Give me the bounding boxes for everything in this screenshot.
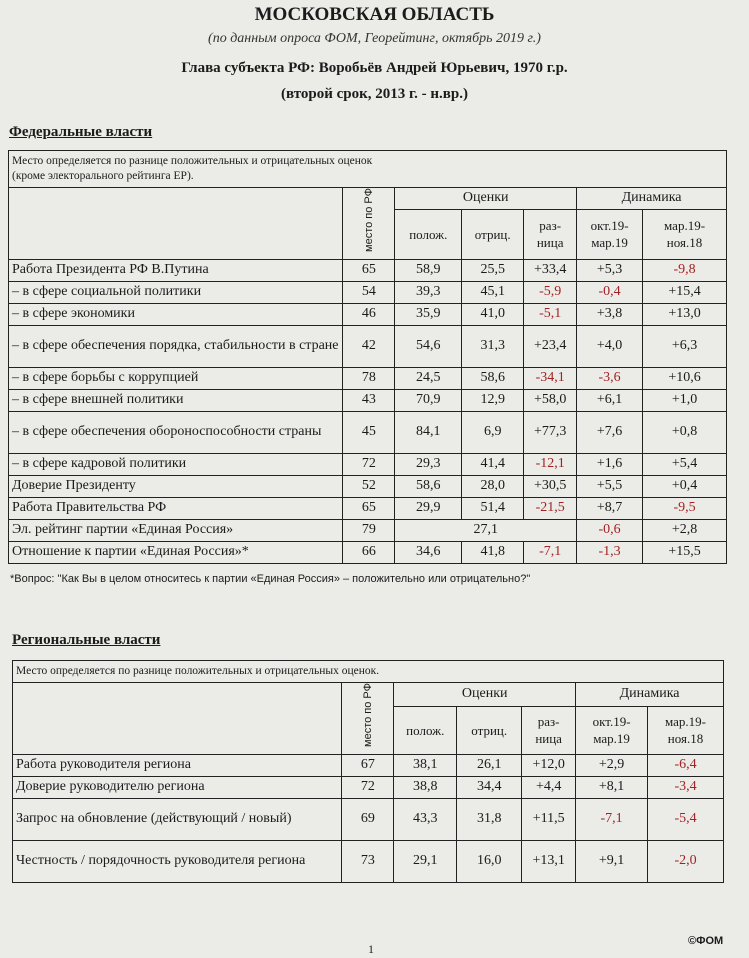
row-label: – в сфере социальной политики (9, 281, 343, 303)
row-label: Работа Президента РФ В.Путина (9, 259, 343, 281)
neg-value: 25,5 (462, 259, 524, 281)
dyn1-header (577, 209, 643, 259)
dyn2-value: -9,8 (643, 259, 727, 281)
neg-value: 34,4 (457, 776, 522, 798)
diff-value: +4,4 (522, 776, 576, 798)
diff-value: +23,4 (524, 325, 577, 367)
diff-value: -21,5 (524, 497, 577, 519)
dyn1-value: +3,8 (577, 303, 643, 325)
row-label: – в сфере обеспечения порядка, стабильности в стране (9, 325, 343, 367)
row-label: – в сфере обеспечения обороноспособности страны (9, 411, 343, 453)
table-note (13, 661, 724, 683)
header-blank (13, 683, 342, 755)
pos-value: 29,1 (394, 840, 457, 882)
diff-header (522, 706, 576, 754)
dyn2-value: +0,8 (643, 411, 727, 453)
rank-value: 54 (343, 281, 395, 303)
dyn1-value: +2,9 (576, 754, 648, 776)
ratings-header: Оценки (394, 683, 576, 707)
table-row (9, 411, 727, 453)
dyn2-value: +15,4 (643, 281, 727, 303)
dyn1-value: +8,1 (576, 776, 648, 798)
footnote: *Вопрос: "Как Вы в целом относитесь к партии «Единая Россия» – положительно или отрицательно?" (10, 573, 531, 585)
regional-section-title: Региональные власти (12, 632, 161, 648)
dyn1-header-line: окт.19- (592, 714, 631, 730)
dynamics-header: Динамика (576, 683, 724, 707)
note-line: Место определяется по разнице положительных и отрицательных оценок. (16, 665, 380, 677)
diff-header-line: ница (536, 235, 564, 251)
note-line: Место определяется по разнице положительных и отрицательных оценок (12, 155, 373, 167)
diff-header-line: раз- (539, 218, 562, 234)
rank-value: 67 (342, 754, 394, 776)
row-label: Работа Правительства РФ (9, 497, 343, 519)
fom-logo: ©ФОМ (688, 935, 724, 947)
dyn2-value: +15,5 (643, 541, 727, 563)
rank-header (343, 188, 395, 260)
source-subtitle: (по данным опроса ФОМ, Георейтинг, октябрь 2019 г.) (208, 31, 541, 46)
neg-value: 6,9 (462, 411, 524, 453)
neg-header: отриц. (457, 706, 522, 754)
pos-value: 39,3 (395, 281, 462, 303)
row-label: – в сфере экономики (9, 303, 343, 325)
dyn2-header-line: ноя.18 (667, 731, 704, 747)
neg-value: 58,6 (462, 367, 524, 389)
table-row (13, 840, 724, 882)
table-row (13, 776, 724, 798)
dyn2-value: -2,0 (648, 840, 724, 882)
note-line: (кроме электорального рейтинга ЕР). (12, 170, 194, 182)
rank-value: 66 (343, 541, 395, 563)
dyn1-value: +6,1 (577, 389, 643, 411)
rating-value: 27,1 (395, 519, 577, 541)
neg-value: 12,9 (462, 389, 524, 411)
pos-value: 29,9 (395, 497, 462, 519)
dyn1-value: -0,4 (577, 281, 643, 303)
diff-header-line: ница (535, 731, 562, 747)
pos-value: 58,9 (395, 259, 462, 281)
table-note (9, 151, 727, 188)
table-row (9, 497, 727, 519)
diff-value: -5,9 (524, 281, 577, 303)
rank-value: 65 (343, 259, 395, 281)
table-row (9, 475, 727, 497)
dyn1-value: +1,6 (577, 453, 643, 475)
rank-value: 46 (343, 303, 395, 325)
dyn2-header (648, 706, 724, 754)
rank-header-label: место по РФ (362, 188, 375, 252)
rank-value: 69 (342, 798, 394, 840)
table-row (9, 303, 727, 325)
dyn1-value: -1,3 (577, 541, 643, 563)
dyn2-header (643, 209, 727, 259)
dyn1-value: +8,7 (577, 497, 643, 519)
pos-value: 29,3 (395, 453, 462, 475)
rank-header-label: место по РФ (361, 683, 374, 747)
row-label: Работа руководителя региона (13, 754, 342, 776)
pos-value: 84,1 (395, 411, 462, 453)
diff-value: +58,0 (524, 389, 577, 411)
dyn2-value: -9,5 (643, 497, 727, 519)
dyn2-header-line: мар.19- (664, 218, 706, 234)
neg-value: 26,1 (457, 754, 522, 776)
pos-header: полож. (394, 706, 457, 754)
diff-value: +13,1 (522, 840, 576, 882)
dyn1-header-line: мар.19 (593, 731, 630, 747)
neg-value: 31,3 (462, 325, 524, 367)
diff-value: -12,1 (524, 453, 577, 475)
dyn2-value: +1,0 (643, 389, 727, 411)
dyn2-value: -3,4 (648, 776, 724, 798)
diff-value: +77,3 (524, 411, 577, 453)
dyn2-value: -5,4 (648, 798, 724, 840)
pos-value: 38,1 (394, 754, 457, 776)
neg-value: 51,4 (462, 497, 524, 519)
dyn1-value: +4,0 (577, 325, 643, 367)
rank-value: 79 (343, 519, 395, 541)
rank-value: 78 (343, 367, 395, 389)
table-row (13, 754, 724, 776)
diff-value: +33,4 (524, 259, 577, 281)
neg-value: 41,4 (462, 453, 524, 475)
diff-value: +12,0 (522, 754, 576, 776)
dyn1-value: -7,1 (576, 798, 648, 840)
neg-header: отриц. (462, 209, 524, 259)
row-label: Честность / порядочность руководителя региона (13, 840, 342, 882)
dyn2-value: +10,6 (643, 367, 727, 389)
dyn1-value: +5,3 (577, 259, 643, 281)
neg-value: 41,0 (462, 303, 524, 325)
pos-value: 58,6 (395, 475, 462, 497)
rank-value: 72 (343, 453, 395, 475)
diff-value: -7,1 (524, 541, 577, 563)
table-row (13, 798, 724, 840)
row-label: – в сфере внешней политики (9, 389, 343, 411)
region-title: МОСКОВСКАЯ ОБЛАСТЬ (254, 4, 495, 25)
table-row (9, 389, 727, 411)
table-row (9, 281, 727, 303)
dyn2-header-line: ноя.18 (666, 235, 703, 251)
diff-value: +11,5 (522, 798, 576, 840)
table-row (9, 325, 727, 367)
row-label: – в сфере кадровой политики (9, 453, 343, 475)
dyn1-header-line: мар.19 (591, 235, 628, 251)
rank-value: 72 (342, 776, 394, 798)
pos-value: 38,8 (394, 776, 457, 798)
rank-header (342, 683, 394, 755)
table-row (9, 453, 727, 475)
dyn1-value: -0,6 (577, 519, 643, 541)
dyn1-header-line: окт.19- (590, 218, 629, 234)
dyn1-value: -3,6 (577, 367, 643, 389)
table-row (9, 541, 727, 563)
dyn2-value: +6,3 (643, 325, 727, 367)
pos-header: полож. (395, 209, 462, 259)
neg-value: 28,0 (462, 475, 524, 497)
row-label: Доверие руководителю региона (13, 776, 342, 798)
header-blank (9, 188, 343, 260)
rank-value: 65 (343, 497, 395, 519)
dyn2-value: +5,4 (643, 453, 727, 475)
dyn1-header (576, 706, 648, 754)
diff-value: -5,1 (524, 303, 577, 325)
table-row (9, 259, 727, 281)
row-label: Запрос на обновление (действующий / новый) (13, 798, 342, 840)
neg-value: 45,1 (462, 281, 524, 303)
pos-value: 34,6 (395, 541, 462, 563)
neg-value: 31,8 (457, 798, 522, 840)
row-label: – в сфере борьбы с коррупцией (9, 367, 343, 389)
dyn2-value: +2,8 (643, 519, 727, 541)
rank-value: 45 (343, 411, 395, 453)
rank-value: 52 (343, 475, 395, 497)
dyn1-value: +9,1 (576, 840, 648, 882)
dyn1-value: +5,5 (577, 475, 643, 497)
pos-value: 24,5 (395, 367, 462, 389)
governor-term: (второй срок, 2013 г. - н.вр.) (281, 86, 468, 102)
rank-value: 42 (343, 325, 395, 367)
governor-info: Глава субъекта РФ: Воробьёв Андрей Юрьевич, 1970 г.р. (181, 60, 568, 76)
rank-value: 73 (342, 840, 394, 882)
federal-section-title: Федеральные власти (9, 124, 153, 140)
dyn2-value: +0,4 (643, 475, 727, 497)
diff-header-line: раз- (537, 714, 560, 730)
neg-value: 41,8 (462, 541, 524, 563)
rank-value: 43 (343, 389, 395, 411)
regional-table (12, 660, 724, 883)
dynamics-header: Динамика (577, 188, 727, 210)
row-label: Эл. рейтинг партии «Единая Россия» (9, 519, 343, 541)
dyn1-value: +7,6 (577, 411, 643, 453)
pos-value: 70,9 (395, 389, 462, 411)
pos-value: 35,9 (395, 303, 462, 325)
federal-table (8, 150, 727, 564)
neg-value: 16,0 (457, 840, 522, 882)
diff-value: -34,1 (524, 367, 577, 389)
table-row (9, 367, 727, 389)
ratings-header: Оценки (395, 188, 577, 210)
table-row (9, 519, 727, 541)
diff-value: +30,5 (524, 475, 577, 497)
row-label: Отношение к партии «Единая Россия»* (9, 541, 343, 563)
pos-value: 54,6 (395, 325, 462, 367)
pos-value: 43,3 (394, 798, 457, 840)
dyn2-value: +13,0 (643, 303, 727, 325)
diff-header (524, 209, 577, 259)
dyn2-value: -6,4 (648, 754, 724, 776)
dyn2-header-line: мар.19- (665, 714, 707, 730)
row-label: Доверие Президенту (9, 475, 343, 497)
page-number: 1 (368, 942, 374, 956)
